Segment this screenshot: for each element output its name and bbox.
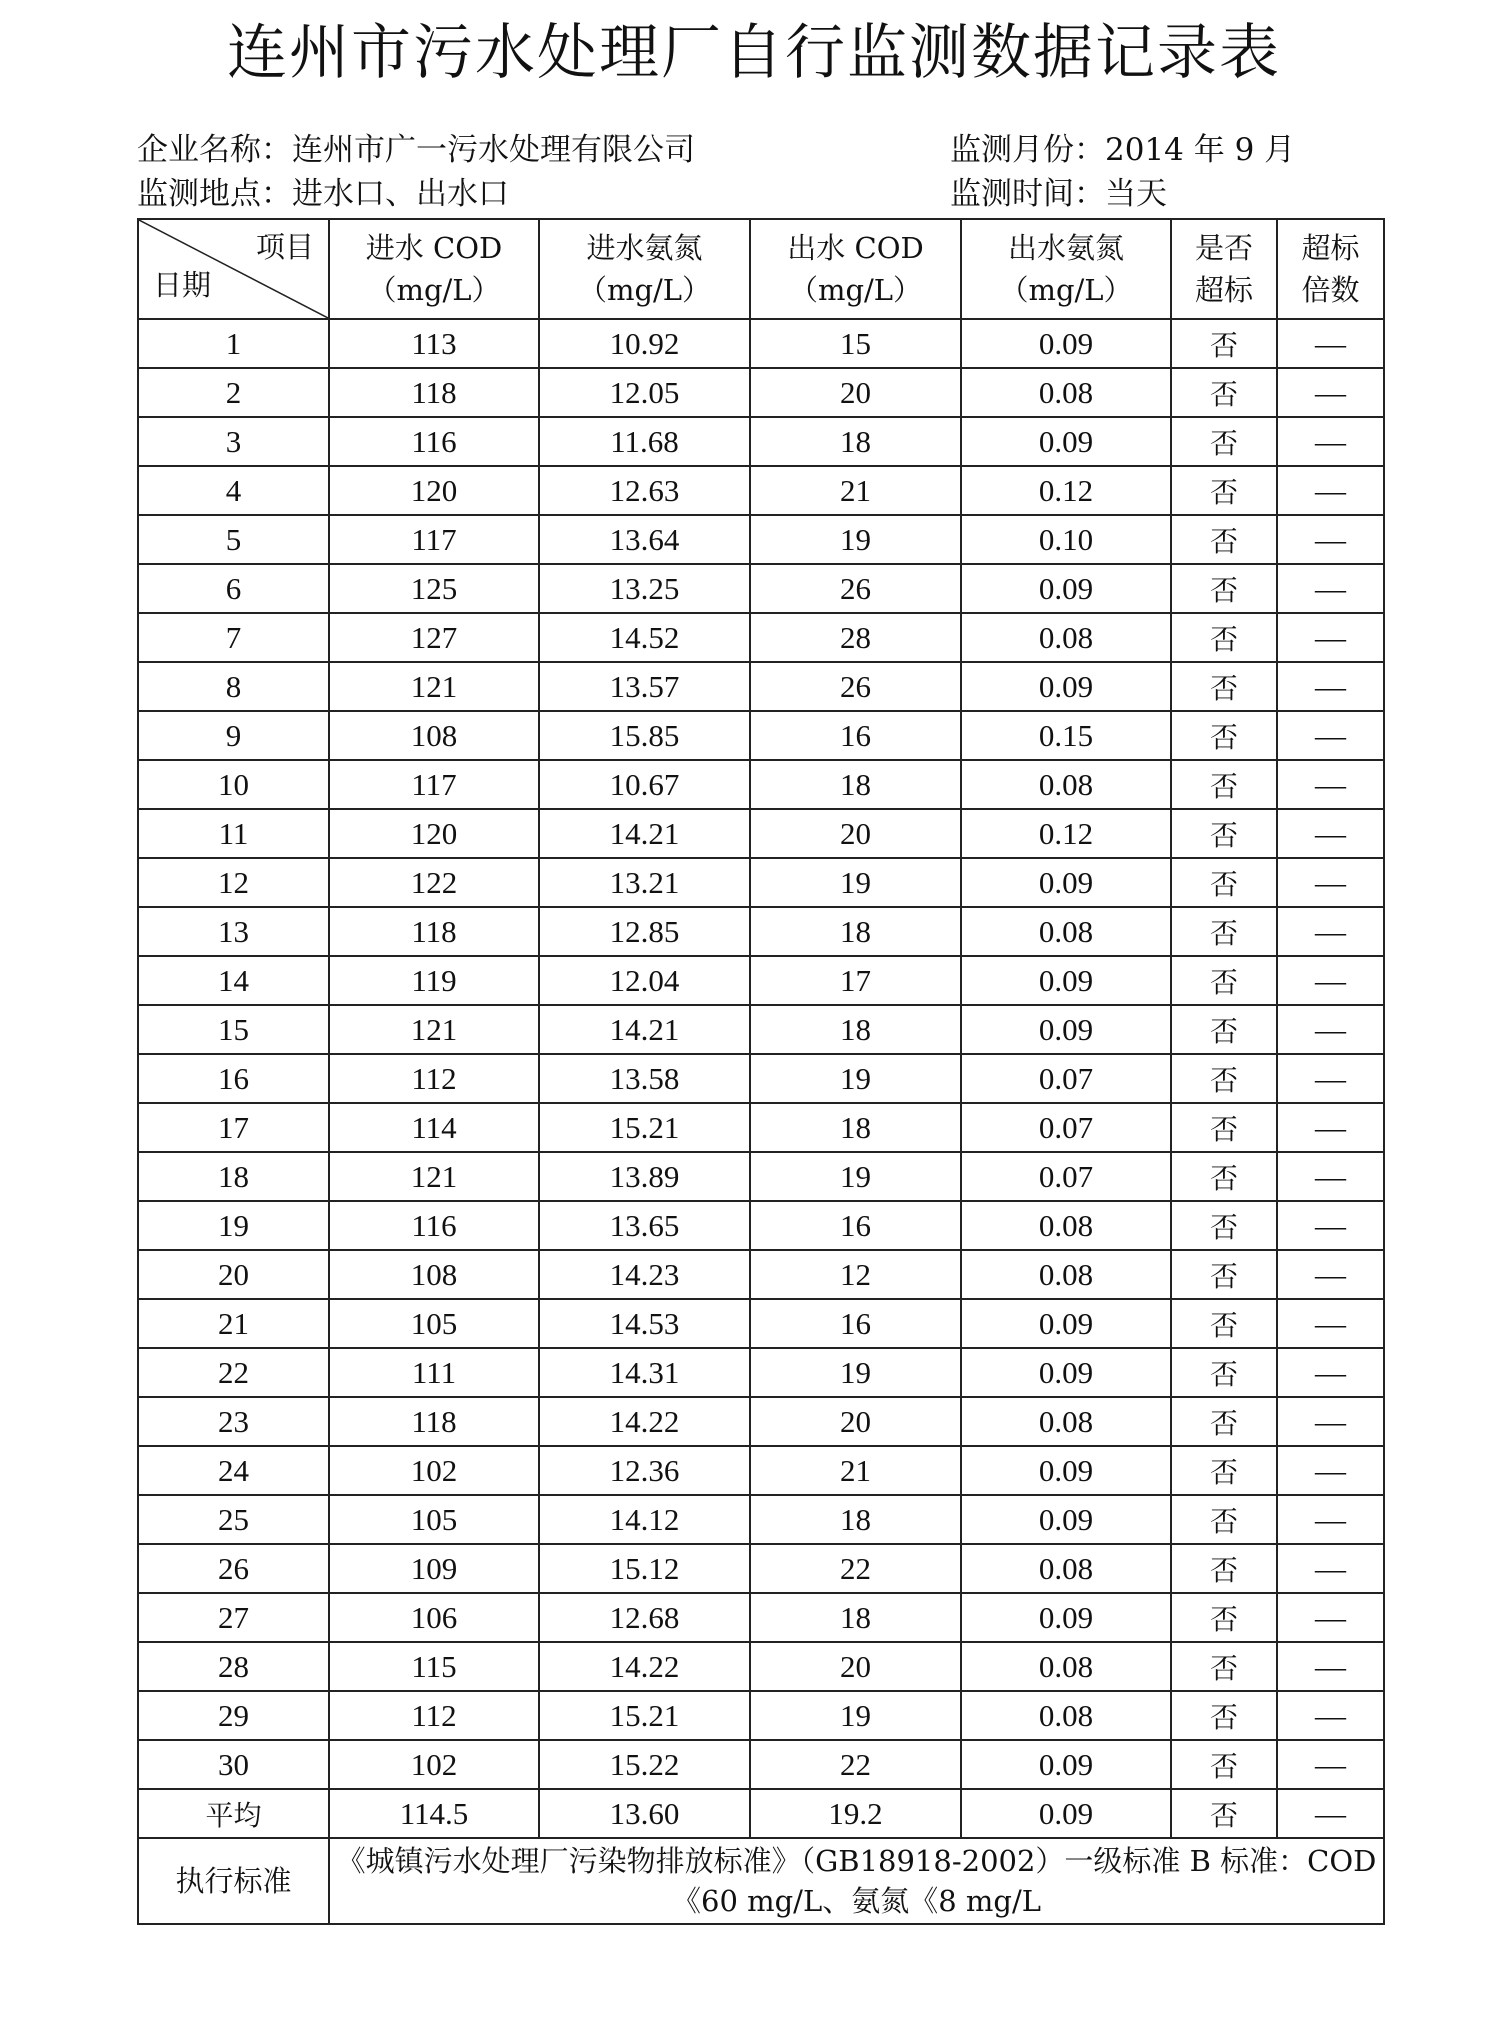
table-row: [138, 1397, 1384, 1446]
date-cell: 25: [138, 1495, 329, 1544]
table-row: [138, 1054, 1384, 1103]
outlet-ammonia-cell: 0.15: [961, 711, 1171, 760]
inlet-ammonia-cell: 13.57: [539, 662, 750, 711]
date-cell: 26: [138, 1544, 329, 1593]
col-header: [1277, 219, 1384, 319]
date-cell: 29: [138, 1691, 329, 1740]
outlet-ammonia-cell: 0.09: [961, 662, 1171, 711]
date-cell: 1: [138, 319, 329, 368]
exceeded-cell: 否: [1171, 1152, 1277, 1201]
exceeded-cell: 否: [1171, 1054, 1277, 1103]
date-cell: 8: [138, 662, 329, 711]
inlet-cod-cell: 111: [329, 1348, 539, 1397]
outlet-ammonia-cell: 0.08: [961, 1250, 1171, 1299]
outlet-ammonia-cell: 0.08: [961, 1642, 1171, 1691]
date-cell: 3: [138, 417, 329, 466]
outlet-cod-cell: 18: [750, 907, 961, 956]
outlet-cod-cell: 19.2: [750, 1789, 961, 1838]
exceeded-cell: 否: [1171, 907, 1277, 956]
inlet-cod-cell: 112: [329, 1054, 539, 1103]
inlet-ammonia-cell: 13.64: [539, 515, 750, 564]
outlet-cod-cell: 18: [750, 417, 961, 466]
table-row: [138, 1446, 1384, 1495]
time-value: 当天: [1105, 176, 1167, 212]
inlet-cod-cell: 125: [329, 564, 539, 613]
table-row: [138, 760, 1384, 809]
corner-date-label: 日期: [153, 268, 212, 302]
outlet-cod-cell: 21: [750, 466, 961, 515]
date-cell: 6: [138, 564, 329, 613]
outlet-cod-cell: 26: [750, 662, 961, 711]
inlet-ammonia-cell: 14.22: [539, 1642, 750, 1691]
exceeded-cell: 否: [1171, 1544, 1277, 1593]
exceed-factor-cell: —: [1277, 1740, 1384, 1789]
inlet-ammonia-cell: 14.23: [539, 1250, 750, 1299]
outlet-ammonia-cell: 0.10: [961, 515, 1171, 564]
outlet-cod-cell: 16: [750, 1201, 961, 1250]
date-cell: 14: [138, 956, 329, 1005]
exceeded-cell: 否: [1171, 1397, 1277, 1446]
header-line2: 倍数: [1301, 273, 1360, 307]
inlet-cod-cell: 114.5: [329, 1789, 539, 1838]
outlet-cod-cell: 19: [750, 1348, 961, 1397]
inlet-cod-cell: 118: [329, 907, 539, 956]
col-header: [961, 219, 1171, 319]
inlet-cod-cell: 105: [329, 1299, 539, 1348]
inlet-cod-cell: 102: [329, 1446, 539, 1495]
inlet-ammonia-cell: 12.68: [539, 1593, 750, 1642]
exceeded-cell: 否: [1171, 368, 1277, 417]
exceed-factor-cell: —: [1277, 1397, 1384, 1446]
outlet-ammonia-cell: 0.09: [961, 858, 1171, 907]
outlet-cod-cell: 12: [750, 1250, 961, 1299]
outlet-cod-cell: 15: [750, 319, 961, 368]
company-name: 连州市广一污水处理有限公司: [292, 132, 695, 168]
inlet-ammonia-cell: 12.63: [539, 466, 750, 515]
table-row: [138, 1299, 1384, 1348]
date-cell: 20: [138, 1250, 329, 1299]
outlet-cod-cell: 17: [750, 956, 961, 1005]
col-header: [539, 219, 750, 319]
company-label: 企业名称：: [137, 132, 292, 168]
month-label: 监测月份：: [950, 132, 1105, 168]
exceeded-cell: 否: [1171, 1789, 1277, 1838]
inlet-ammonia-cell: 12.04: [539, 956, 750, 1005]
outlet-cod-cell: 19: [750, 1152, 961, 1201]
exceeded-cell: 否: [1171, 1740, 1277, 1789]
exceed-factor-cell: —: [1277, 1593, 1384, 1642]
exceeded-cell: 否: [1171, 466, 1277, 515]
outlet-ammonia-cell: 0.08: [961, 613, 1171, 662]
outlet-ammonia-cell: 0.07: [961, 1054, 1171, 1103]
exceed-factor-cell: —: [1277, 760, 1384, 809]
outlet-ammonia-cell: 0.09: [961, 1740, 1171, 1789]
inlet-ammonia-cell: 12.05: [539, 368, 750, 417]
inlet-cod-cell: 119: [329, 956, 539, 1005]
exceed-factor-cell: —: [1277, 956, 1384, 1005]
inlet-cod-cell: 116: [329, 417, 539, 466]
date-cell: 17: [138, 1103, 329, 1152]
header-line1: 进水氨氮: [586, 231, 703, 265]
location-label: 监测地点：: [137, 176, 292, 212]
exceeded-cell: 否: [1171, 1446, 1277, 1495]
inlet-ammonia-cell: 13.58: [539, 1054, 750, 1103]
inlet-cod-cell: 109: [329, 1544, 539, 1593]
inlet-ammonia-cell: 14.22: [539, 1397, 750, 1446]
table-row: [138, 1103, 1384, 1152]
inlet-cod-cell: 120: [329, 466, 539, 515]
exceed-factor-cell: —: [1277, 1691, 1384, 1740]
inlet-ammonia-cell: 13.89: [539, 1152, 750, 1201]
outlet-ammonia-cell: 0.09: [961, 319, 1171, 368]
exceeded-cell: 否: [1171, 1005, 1277, 1054]
outlet-ammonia-cell: 0.08: [961, 760, 1171, 809]
col-header: [1171, 219, 1277, 319]
outlet-cod-cell: 18: [750, 1103, 961, 1152]
header-line2: 超标: [1194, 273, 1253, 307]
exceed-factor-cell: —: [1277, 1250, 1384, 1299]
inlet-ammonia-cell: 13.21: [539, 858, 750, 907]
location-info: [137, 174, 509, 214]
outlet-ammonia-cell: 0.12: [961, 466, 1171, 515]
exceeded-cell: 否: [1171, 1691, 1277, 1740]
inlet-cod-cell: 118: [329, 1397, 539, 1446]
inlet-ammonia-cell: 10.67: [539, 760, 750, 809]
date-cell: 16: [138, 1054, 329, 1103]
outlet-cod-cell: 22: [750, 1544, 961, 1593]
outlet-cod-cell: 28: [750, 613, 961, 662]
standard-row: [138, 1838, 1384, 1924]
month-value: 2014 年 9 月: [1105, 132, 1296, 168]
date-cell: 4: [138, 466, 329, 515]
exceeded-cell: 否: [1171, 1299, 1277, 1348]
outlet-cod-cell: 18: [750, 760, 961, 809]
average-row: [138, 1789, 1384, 1838]
table-row: [138, 907, 1384, 956]
outlet-ammonia-cell: 0.08: [961, 1691, 1171, 1740]
location-value: 进水口、出水口: [292, 176, 509, 212]
exceed-factor-cell: —: [1277, 1446, 1384, 1495]
table-row: [138, 1005, 1384, 1054]
exceed-factor-cell: —: [1277, 417, 1384, 466]
exceeded-cell: 否: [1171, 711, 1277, 760]
date-cell: 27: [138, 1593, 329, 1642]
exceed-factor-cell: —: [1277, 368, 1384, 417]
header-line1: 出水氨氮: [1007, 231, 1124, 265]
inlet-cod-cell: 118: [329, 368, 539, 417]
col-header: [329, 219, 539, 319]
exceed-factor-cell: —: [1277, 319, 1384, 368]
table-row: [138, 1201, 1384, 1250]
inlet-cod-cell: 121: [329, 1005, 539, 1054]
table-row: [138, 809, 1384, 858]
table-row: [138, 1691, 1384, 1740]
header-line2: （mg/L）: [367, 273, 501, 307]
inlet-cod-cell: 116: [329, 1201, 539, 1250]
date-cell: 15: [138, 1005, 329, 1054]
inlet-cod-cell: 113: [329, 319, 539, 368]
exceeded-cell: 否: [1171, 662, 1277, 711]
date-cell: 22: [138, 1348, 329, 1397]
exceed-factor-cell: —: [1277, 1544, 1384, 1593]
table-row: [138, 1250, 1384, 1299]
exceeded-cell: 否: [1171, 1495, 1277, 1544]
exceed-factor-cell: —: [1277, 1005, 1384, 1054]
date-cell: 23: [138, 1397, 329, 1446]
exceeded-cell: 否: [1171, 1103, 1277, 1152]
table-row: [138, 1642, 1384, 1691]
inlet-cod-cell: 114: [329, 1103, 539, 1152]
date-cell: 28: [138, 1642, 329, 1691]
exceeded-cell: 否: [1171, 417, 1277, 466]
inlet-ammonia-cell: 15.12: [539, 1544, 750, 1593]
time-label: 监测时间：: [950, 176, 1105, 212]
table-row: [138, 564, 1384, 613]
outlet-cod-cell: 20: [750, 1397, 961, 1446]
inlet-ammonia-cell: 15.85: [539, 711, 750, 760]
table-row: [138, 1740, 1384, 1789]
inlet-ammonia-cell: 11.68: [539, 417, 750, 466]
outlet-cod-cell: 19: [750, 858, 961, 907]
corner-item-label: 项目: [255, 230, 314, 264]
exceeded-cell: 否: [1171, 515, 1277, 564]
exceed-factor-cell: —: [1277, 858, 1384, 907]
table-row: [138, 1348, 1384, 1397]
inlet-ammonia-cell: 14.12: [539, 1495, 750, 1544]
company-info: [137, 130, 695, 170]
inlet-cod-cell: 117: [329, 760, 539, 809]
table-row: [138, 515, 1384, 564]
exceed-factor-cell: —: [1277, 1495, 1384, 1544]
outlet-ammonia-cell: 0.09: [961, 1593, 1171, 1642]
table-row: [138, 711, 1384, 760]
header-line2: （mg/L）: [788, 273, 923, 307]
month-info: [950, 130, 1295, 170]
outlet-ammonia-cell: 0.08: [961, 1201, 1171, 1250]
outlet-ammonia-cell: 0.09: [961, 417, 1171, 466]
outlet-ammonia-cell: 0.07: [961, 1152, 1171, 1201]
exceeded-cell: 否: [1171, 1250, 1277, 1299]
exceed-factor-cell: —: [1277, 662, 1384, 711]
exceeded-cell: 否: [1171, 1593, 1277, 1642]
exceeded-cell: 否: [1171, 858, 1277, 907]
exceed-factor-cell: —: [1277, 1054, 1384, 1103]
date-cell: 2: [138, 368, 329, 417]
exceeded-cell: 否: [1171, 564, 1277, 613]
header-line2: （mg/L）: [999, 273, 1133, 307]
inlet-ammonia-cell: 13.65: [539, 1201, 750, 1250]
inlet-ammonia-cell: 12.85: [539, 907, 750, 956]
exceed-factor-cell: —: [1277, 1299, 1384, 1348]
header-line2: （mg/L）: [577, 273, 712, 307]
exceeded-cell: 否: [1171, 613, 1277, 662]
exceed-factor-cell: —: [1277, 1201, 1384, 1250]
table-row: [138, 368, 1384, 417]
table-row: [138, 1495, 1384, 1544]
inlet-ammonia-cell: 14.21: [539, 1005, 750, 1054]
outlet-ammonia-cell: 0.07: [961, 1103, 1171, 1152]
outlet-cod-cell: 16: [750, 1299, 961, 1348]
exceeded-cell: 否: [1171, 956, 1277, 1005]
inlet-ammonia-cell: 14.53: [539, 1299, 750, 1348]
exceeded-cell: 否: [1171, 1201, 1277, 1250]
table-row: [138, 613, 1384, 662]
exceed-factor-cell: —: [1277, 613, 1384, 662]
outlet-cod-cell: 26: [750, 564, 961, 613]
outlet-ammonia-cell: 0.09: [961, 564, 1171, 613]
exceeded-cell: 否: [1171, 1348, 1277, 1397]
date-cell: 12: [138, 858, 329, 907]
outlet-cod-cell: 18: [750, 1593, 961, 1642]
inlet-cod-cell: 112: [329, 1691, 539, 1740]
inlet-ammonia-cell: 15.21: [539, 1103, 750, 1152]
inlet-cod-cell: 122: [329, 858, 539, 907]
outlet-ammonia-cell: 0.12: [961, 809, 1171, 858]
col-header: [750, 219, 961, 319]
exceed-factor-cell: —: [1277, 1152, 1384, 1201]
inlet-ammonia-cell: 10.92: [539, 319, 750, 368]
outlet-ammonia-cell: 0.09: [961, 1299, 1171, 1348]
inlet-cod-cell: 105: [329, 1495, 539, 1544]
inlet-ammonia-cell: 15.21: [539, 1691, 750, 1740]
date-cell: 21: [138, 1299, 329, 1348]
date-cell: 9: [138, 711, 329, 760]
table-row: [138, 858, 1384, 907]
standard-text: 《城镇污水处理厂污染物排放标准》（GB18918-2002）一级标准 B 标准：COD《60 mg/L、氨氮《8 mg/L: [329, 1838, 1384, 1924]
table-row: [138, 466, 1384, 515]
header-line1: 出水 COD: [787, 231, 924, 265]
outlet-cod-cell: 18: [750, 1495, 961, 1544]
inlet-ammonia-cell: 15.22: [539, 1740, 750, 1789]
date-cell: 7: [138, 613, 329, 662]
outlet-ammonia-cell: 0.08: [961, 1397, 1171, 1446]
inlet-ammonia-cell: 13.60: [539, 1789, 750, 1838]
outlet-cod-cell: 22: [750, 1740, 961, 1789]
inlet-cod-cell: 102: [329, 1740, 539, 1789]
header-line1: 是否: [1194, 231, 1253, 265]
inlet-ammonia-cell: 14.31: [539, 1348, 750, 1397]
inlet-ammonia-cell: 14.21: [539, 809, 750, 858]
table-row: [138, 1544, 1384, 1593]
table-row: [138, 319, 1384, 368]
monitoring-table: [137, 218, 1385, 1925]
exceed-factor-cell: —: [1277, 711, 1384, 760]
header-line1: 进水 COD: [365, 231, 503, 265]
inlet-cod-cell: 115: [329, 1642, 539, 1691]
header-row: [138, 219, 1384, 319]
inlet-cod-cell: 127: [329, 613, 539, 662]
page-title: 连州市污水处理厂自行监测数据记录表: [227, 18, 1281, 88]
table-row: [138, 1152, 1384, 1201]
time-info: [950, 174, 1167, 214]
inlet-cod-cell: 108: [329, 1250, 539, 1299]
inlet-ammonia-cell: 13.25: [539, 564, 750, 613]
outlet-ammonia-cell: 0.09: [961, 1446, 1171, 1495]
outlet-cod-cell: 21: [750, 1446, 961, 1495]
corner-header: [138, 219, 329, 319]
exceed-factor-cell: —: [1277, 907, 1384, 956]
exceed-factor-cell: —: [1277, 564, 1384, 613]
table-row: [138, 662, 1384, 711]
date-cell: 平均: [138, 1789, 329, 1838]
outlet-ammonia-cell: 0.09: [961, 1005, 1171, 1054]
outlet-cod-cell: 19: [750, 1054, 961, 1103]
inlet-cod-cell: 120: [329, 809, 539, 858]
exceed-factor-cell: —: [1277, 466, 1384, 515]
exceed-factor-cell: —: [1277, 1789, 1384, 1838]
outlet-ammonia-cell: 0.09: [961, 1789, 1171, 1838]
inlet-cod-cell: 121: [329, 1152, 539, 1201]
standard-label: 执行标准: [138, 1838, 329, 1924]
outlet-cod-cell: 20: [750, 368, 961, 417]
outlet-cod-cell: 19: [750, 515, 961, 564]
date-cell: 24: [138, 1446, 329, 1495]
date-cell: 18: [138, 1152, 329, 1201]
outlet-ammonia-cell: 0.09: [961, 1348, 1171, 1397]
inlet-cod-cell: 106: [329, 1593, 539, 1642]
exceeded-cell: 否: [1171, 809, 1277, 858]
inlet-cod-cell: 108: [329, 711, 539, 760]
header-line1: 超标: [1301, 231, 1360, 265]
exceed-factor-cell: —: [1277, 515, 1384, 564]
outlet-cod-cell: 18: [750, 1005, 961, 1054]
exceed-factor-cell: —: [1277, 1348, 1384, 1397]
date-cell: 5: [138, 515, 329, 564]
outlet-ammonia-cell: 0.08: [961, 907, 1171, 956]
outlet-ammonia-cell: 0.08: [961, 368, 1171, 417]
inlet-ammonia-cell: 14.52: [539, 613, 750, 662]
inlet-cod-cell: 121: [329, 662, 539, 711]
date-cell: 11: [138, 809, 329, 858]
date-cell: 19: [138, 1201, 329, 1250]
table-row: [138, 417, 1384, 466]
date-cell: 30: [138, 1740, 329, 1789]
outlet-cod-cell: 20: [750, 809, 961, 858]
outlet-ammonia-cell: 0.09: [961, 1495, 1171, 1544]
inlet-cod-cell: 117: [329, 515, 539, 564]
table-row: [138, 956, 1384, 1005]
outlet-cod-cell: 19: [750, 1691, 961, 1740]
outlet-ammonia-cell: 0.09: [961, 956, 1171, 1005]
outlet-cod-cell: 20: [750, 1642, 961, 1691]
exceed-factor-cell: —: [1277, 1103, 1384, 1152]
exceeded-cell: 否: [1171, 319, 1277, 368]
exceed-factor-cell: —: [1277, 809, 1384, 858]
outlet-ammonia-cell: 0.08: [961, 1544, 1171, 1593]
outlet-cod-cell: 16: [750, 711, 961, 760]
exceeded-cell: 否: [1171, 1642, 1277, 1691]
table-row: [138, 1593, 1384, 1642]
inlet-ammonia-cell: 12.36: [539, 1446, 750, 1495]
exceed-factor-cell: —: [1277, 1642, 1384, 1691]
date-cell: 10: [138, 760, 329, 809]
exceeded-cell: 否: [1171, 760, 1277, 809]
date-cell: 13: [138, 907, 329, 956]
